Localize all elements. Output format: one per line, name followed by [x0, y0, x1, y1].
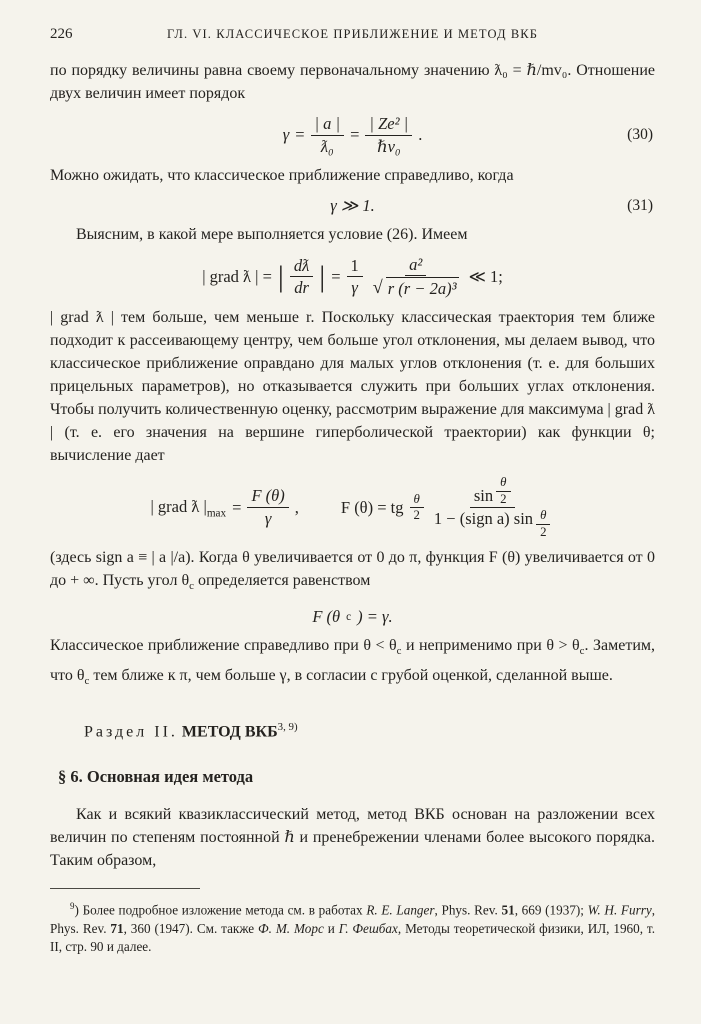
text-run: определяется равенством	[193, 572, 371, 590]
equals-sign: =	[295, 125, 305, 145]
F-theta-open: F (θ	[312, 607, 341, 627]
equation-grad-lambda	[50, 255, 655, 300]
big-fraction	[430, 476, 555, 539]
journal-volume: 51	[501, 902, 515, 918]
F-definition: F (θ) = tg	[340, 497, 404, 517]
footnote	[50, 897, 655, 955]
author-name: Г. Фешбах	[338, 920, 398, 936]
equation-30	[50, 114, 655, 157]
fraction	[369, 255, 463, 300]
text-run: . Заметим, что θ	[50, 637, 656, 684]
grad-lhs: | grad ƛ | =	[202, 266, 272, 286]
equals-sign: =	[331, 266, 341, 286]
theta-half-fraction	[536, 509, 550, 539]
text-run: (здесь sign a ≡ | a |/a). Когда θ увеличивается от 0 до π, функция F (θ) увеличивается от 0 до + ∞. Пусть угол θ	[50, 549, 655, 590]
fraction	[311, 114, 345, 157]
fraction-denominator: 2	[413, 508, 420, 523]
comma: ,	[294, 497, 299, 517]
author-name: Ф. М. Морс	[258, 920, 324, 936]
fraction-numerator: dƛ	[290, 256, 313, 278]
fraction-denominator: 2	[540, 524, 547, 539]
paragraph: Как и всякий квазиклассический метод, метод ВКБ основан на разложении всех величин по степеням постоянной ℏ и пренебрежении членами более высокого порядка. Таким образом,	[50, 806, 655, 870]
equation-theta-c-body	[312, 607, 392, 627]
text-run: и неприменимо при θ > θ	[401, 637, 580, 655]
fraction	[347, 256, 363, 299]
footnote-text: и	[323, 920, 339, 936]
square-root-sign: √	[372, 277, 383, 298]
period: .	[418, 125, 423, 145]
equation-theta-c	[50, 607, 655, 627]
vertical-bar: |	[319, 260, 326, 293]
equals-sign: =	[350, 125, 360, 145]
equals-gamma: ) = γ.	[357, 607, 393, 627]
denominator-prefix: 1 − (sign a) sin	[433, 509, 534, 529]
c-subscript: c	[346, 611, 352, 624]
footnote-marker: 9	[70, 901, 75, 912]
equation-number: (30)	[627, 126, 653, 144]
sin-label: sin	[473, 486, 494, 506]
equation-number: (31)	[627, 196, 653, 214]
page-number: 226	[50, 26, 73, 42]
fraction	[365, 114, 412, 157]
grad-max-lhs	[151, 497, 227, 519]
footnote-text: , Phys. Rev.	[50, 902, 655, 936]
author-name: W. H. Furry	[587, 902, 652, 918]
equation-grad-body	[202, 255, 503, 300]
max-subscript: max	[206, 506, 227, 519]
text-run: тем ближе к π, чем больше γ, в согласии с грубой оценкой, сделанной выше.	[89, 666, 613, 684]
fraction-numerator: F (θ)	[247, 486, 288, 508]
journal-volume: 71	[110, 920, 124, 936]
fraction-numerator: θ	[410, 493, 424, 509]
equation-grad-max-body	[151, 476, 555, 539]
author-name: R. E. Langer	[366, 902, 435, 918]
fraction-numerator: a²	[405, 255, 426, 277]
footnote-text: , Phys. Rev.	[434, 902, 502, 918]
page-header	[50, 26, 655, 43]
equation-grad-max	[50, 476, 655, 539]
fraction-numerator: | a |	[311, 114, 345, 136]
fraction-denominator	[430, 508, 555, 539]
footnote-text: , 360 (1947). См. также	[123, 920, 259, 936]
fraction-denominator: 2	[500, 491, 507, 506]
footnote-text: , 669 (1937);	[514, 902, 588, 918]
fraction-denominator: ƛ₀	[320, 136, 334, 156]
radicand: r (r − 2a)³	[387, 279, 457, 299]
footnote-text: ) Более подробное изложение метода см. в работах	[74, 902, 367, 918]
section-title: МЕТОД ВКБ	[181, 723, 278, 741]
fraction-numerator: θ	[536, 509, 550, 525]
gamma-symbol: γ	[282, 125, 290, 145]
equation-30-body	[283, 114, 423, 157]
fraction-numerator: 1	[347, 256, 363, 278]
running-head: ГЛ. VI. КЛАССИЧЕСКОЕ ПРИБЛИЖЕНИЕ И МЕТОД ВКБ	[167, 27, 538, 41]
paragraph	[50, 634, 655, 692]
fraction-numerator	[470, 476, 515, 508]
section-label: Раздел II.	[84, 723, 178, 741]
fraction-numerator: | Ze² |	[365, 114, 412, 136]
section-heading	[50, 721, 655, 741]
equation-31-body: γ ≫ 1.	[330, 195, 375, 215]
fraction-denominator	[369, 276, 463, 299]
equation-31	[50, 196, 655, 216]
footnote-reference: 3, 9)	[277, 720, 298, 733]
paragraph: Выясним, в какой мере выполняется условие (26). Имеем	[76, 225, 468, 243]
text-run: Классическое приближение справедливо при θ < θ	[50, 637, 397, 655]
footnote-rule	[50, 888, 200, 889]
much-less-relation: ≪ 1;	[468, 266, 503, 286]
theta-c-subscript: c	[189, 580, 194, 593]
theta-half-fraction	[409, 493, 423, 523]
paragraph: | grad ƛ | тем больше, чем меньше r. Поскольку классическая траектория тем ближе подходит к рассеивающему центру, чем больше угол отклонения, мы делаем вывод, что классическое приближение оправдано для малых углов отклонения (т. е. для больших прицельных параметров), но отказывается служить при больших углах отклонения. Чтобы получить количественную оценку, рассмотрим выражение для максимума | grad ƛ | (т. е. его значения на вершине гиперболической траектории) как функции θ; вычисление дает	[50, 309, 655, 465]
fraction-denominator: γ	[264, 509, 272, 529]
theta-c-subscript: c	[396, 645, 402, 658]
paragraph: Можно ожидать, что классическое приближение справедливо, когда	[50, 166, 514, 184]
fraction-denominator: dr	[294, 278, 309, 298]
vertical-bar: |	[277, 260, 284, 293]
fraction	[247, 486, 288, 529]
paragraph-continuation: по порядку величины равна своему первоначальному значению ƛ₀ = ℏ/mv₀. Отношение двух величин имеет порядок	[50, 62, 655, 102]
fraction-denominator: ℏv₀	[376, 136, 401, 156]
theta-c-subscript: c	[84, 674, 90, 687]
fraction-denominator: γ	[351, 278, 358, 298]
equals-sign: =	[232, 497, 242, 517]
footnote-text: , Методы теоретической физики, ИЛ, 1960, т. II, стр. 90 и далее.	[50, 920, 655, 954]
fraction	[290, 256, 313, 299]
grad-lambda-abs: | grad ƛ |	[150, 496, 207, 516]
theta-half-fraction	[496, 476, 510, 506]
paragraph-6-heading: § 6. Основная идея метода	[58, 767, 254, 787]
paragraph	[50, 546, 655, 598]
fraction-numerator: θ	[496, 476, 510, 492]
theta-c-subscript: c	[579, 645, 585, 658]
